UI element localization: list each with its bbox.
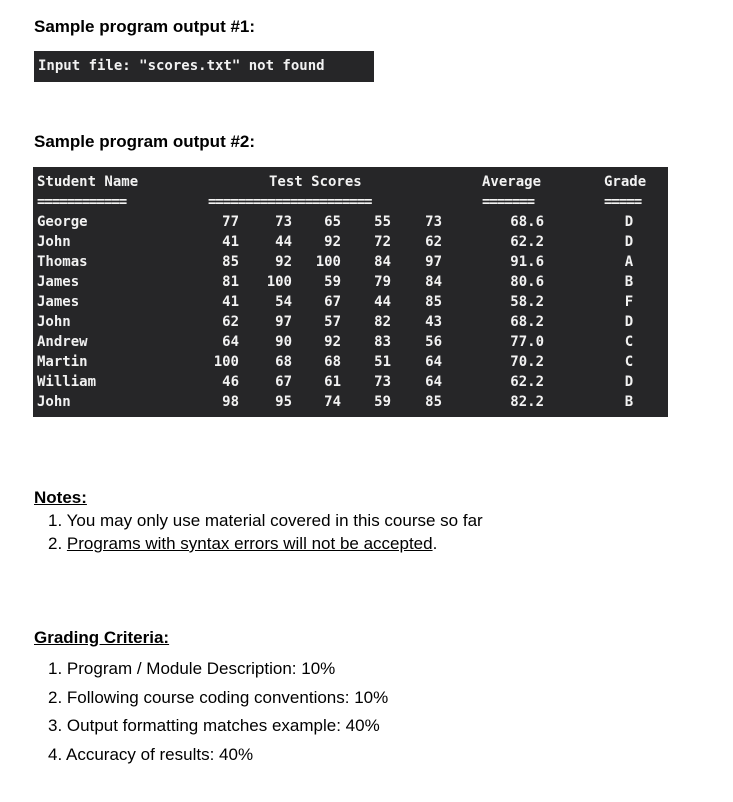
terminal-output-2 bbox=[33, 167, 668, 417]
test-score: 51 bbox=[374, 354, 391, 370]
test-score: 85 bbox=[425, 294, 442, 310]
note-text: Programs with syntax errors will not be accepted bbox=[66, 534, 433, 553]
list-number: 2. bbox=[48, 534, 63, 553]
test-score: 64 bbox=[425, 354, 442, 370]
student-name: James bbox=[37, 294, 80, 310]
list-number: 1. bbox=[48, 511, 63, 530]
grade-value: F bbox=[624, 294, 634, 310]
grade-value: C bbox=[624, 354, 634, 370]
test-score: 41 bbox=[222, 294, 239, 310]
grade-value: B bbox=[624, 394, 634, 410]
test-score: 72 bbox=[374, 234, 391, 250]
student-name: William bbox=[37, 374, 97, 390]
test-score: 97 bbox=[275, 314, 292, 330]
test-score: 98 bbox=[222, 394, 239, 410]
test-score: 85 bbox=[222, 254, 239, 270]
separator-scores: ====================== bbox=[208, 194, 372, 210]
test-score: 77 bbox=[222, 214, 239, 230]
test-score: 97 bbox=[425, 254, 442, 270]
test-score: 100 bbox=[266, 274, 292, 290]
average-value: 77.0 bbox=[510, 334, 544, 350]
average-value: 91.6 bbox=[510, 254, 544, 270]
grading-criteria-list bbox=[48, 655, 388, 769]
test-score: 55 bbox=[374, 214, 391, 230]
average-value: 68.2 bbox=[510, 314, 544, 330]
header-test-scores: Test Scores bbox=[269, 174, 362, 190]
test-score: 44 bbox=[374, 294, 391, 310]
list-number: 1. bbox=[48, 659, 63, 678]
average-value: 68.6 bbox=[510, 214, 544, 230]
header-grade: Grade bbox=[604, 174, 647, 190]
list-number: 3. bbox=[48, 716, 63, 735]
test-score: 82 bbox=[374, 314, 391, 330]
test-score: 81 bbox=[222, 274, 239, 290]
note-suffix: . bbox=[432, 534, 438, 553]
test-score: 61 bbox=[324, 374, 341, 390]
student-name: Thomas bbox=[37, 254, 88, 270]
list-item bbox=[48, 684, 388, 713]
criterion-text: Program / Module Description: 10% bbox=[66, 659, 336, 678]
header-average: Average bbox=[482, 174, 542, 190]
list-number: 4. bbox=[48, 744, 63, 764]
note-text: You may only use material covered in this course so far bbox=[66, 511, 483, 530]
average-value: 70.2 bbox=[510, 354, 544, 370]
test-score: 64 bbox=[425, 374, 442, 390]
test-score: 92 bbox=[324, 234, 341, 250]
test-score: 41 bbox=[222, 234, 239, 250]
test-score: 95 bbox=[275, 394, 292, 410]
notes-list bbox=[48, 509, 483, 555]
separator-grade: ===== bbox=[604, 194, 642, 210]
grade-value: C bbox=[624, 334, 634, 350]
criterion-text: Accuracy of results: 40% bbox=[65, 744, 254, 764]
test-score: 67 bbox=[275, 374, 292, 390]
separator-name: ============ bbox=[37, 194, 127, 210]
test-score: 57 bbox=[324, 314, 341, 330]
sample-output-2-heading: Sample program output #2: bbox=[34, 132, 256, 151]
test-score: 62 bbox=[425, 234, 442, 250]
student-name: George bbox=[37, 214, 88, 230]
grade-value: D bbox=[624, 314, 634, 330]
grade-value: D bbox=[624, 374, 634, 390]
test-score: 59 bbox=[324, 274, 341, 290]
list-item bbox=[48, 712, 388, 741]
test-score: 46 bbox=[222, 374, 239, 390]
terminal-output-1 bbox=[34, 51, 374, 82]
student-name: Andrew bbox=[37, 334, 88, 350]
list-number: 2. bbox=[48, 687, 63, 707]
average-value: 58.2 bbox=[510, 294, 544, 310]
test-score: 56 bbox=[425, 334, 442, 350]
test-score: 100 bbox=[315, 254, 341, 270]
notes-title: Notes: bbox=[34, 488, 87, 507]
test-score: 90 bbox=[275, 334, 292, 350]
student-name: John bbox=[37, 314, 71, 330]
list-item bbox=[48, 509, 483, 532]
header-student-name: Student Name bbox=[37, 174, 139, 190]
test-score: 73 bbox=[374, 374, 391, 390]
test-score: 64 bbox=[222, 334, 239, 350]
test-score: 62 bbox=[222, 314, 239, 330]
list-item bbox=[48, 741, 388, 770]
test-score: 73 bbox=[425, 214, 442, 230]
test-score: 59 bbox=[374, 394, 391, 410]
error-message: Input file: "scores.txt" not found bbox=[38, 58, 325, 74]
student-name: James bbox=[37, 274, 80, 290]
average-value: 62.2 bbox=[510, 234, 544, 250]
list-item bbox=[48, 532, 483, 555]
test-score: 65 bbox=[324, 214, 341, 230]
test-score: 73 bbox=[275, 214, 292, 230]
sample-output-1-heading: Sample program output #1: bbox=[34, 17, 256, 36]
test-score: 44 bbox=[275, 234, 292, 250]
test-score: 74 bbox=[324, 394, 341, 410]
test-score: 84 bbox=[374, 254, 391, 270]
test-score: 54 bbox=[275, 294, 292, 310]
grading-criteria-title: Grading Criteria: bbox=[34, 628, 170, 647]
criterion-text: Output formatting matches example: 40% bbox=[66, 716, 380, 735]
grade-value: B bbox=[624, 274, 634, 290]
student-name: John bbox=[37, 394, 71, 410]
test-score: 84 bbox=[425, 274, 442, 290]
test-score: 85 bbox=[425, 394, 442, 410]
student-name: Martin bbox=[37, 354, 88, 370]
test-score: 43 bbox=[425, 314, 442, 330]
test-score: 92 bbox=[275, 254, 292, 270]
test-score: 68 bbox=[275, 354, 292, 370]
test-score: 83 bbox=[374, 334, 391, 350]
grade-value: A bbox=[624, 254, 634, 270]
average-value: 82.2 bbox=[510, 394, 544, 410]
separator-average: ======= bbox=[482, 194, 535, 210]
student-name: John bbox=[37, 234, 71, 250]
test-score: 92 bbox=[324, 334, 341, 350]
test-score: 68 bbox=[324, 354, 341, 370]
criterion-text: Following course coding conventions: 10% bbox=[66, 687, 389, 707]
grade-value: D bbox=[624, 214, 634, 230]
test-score: 67 bbox=[324, 294, 341, 310]
test-score: 79 bbox=[374, 274, 391, 290]
grade-value: D bbox=[624, 234, 634, 250]
test-score: 100 bbox=[213, 354, 239, 370]
list-item bbox=[48, 655, 388, 684]
average-value: 62.2 bbox=[510, 374, 544, 390]
average-value: 80.6 bbox=[510, 274, 544, 290]
